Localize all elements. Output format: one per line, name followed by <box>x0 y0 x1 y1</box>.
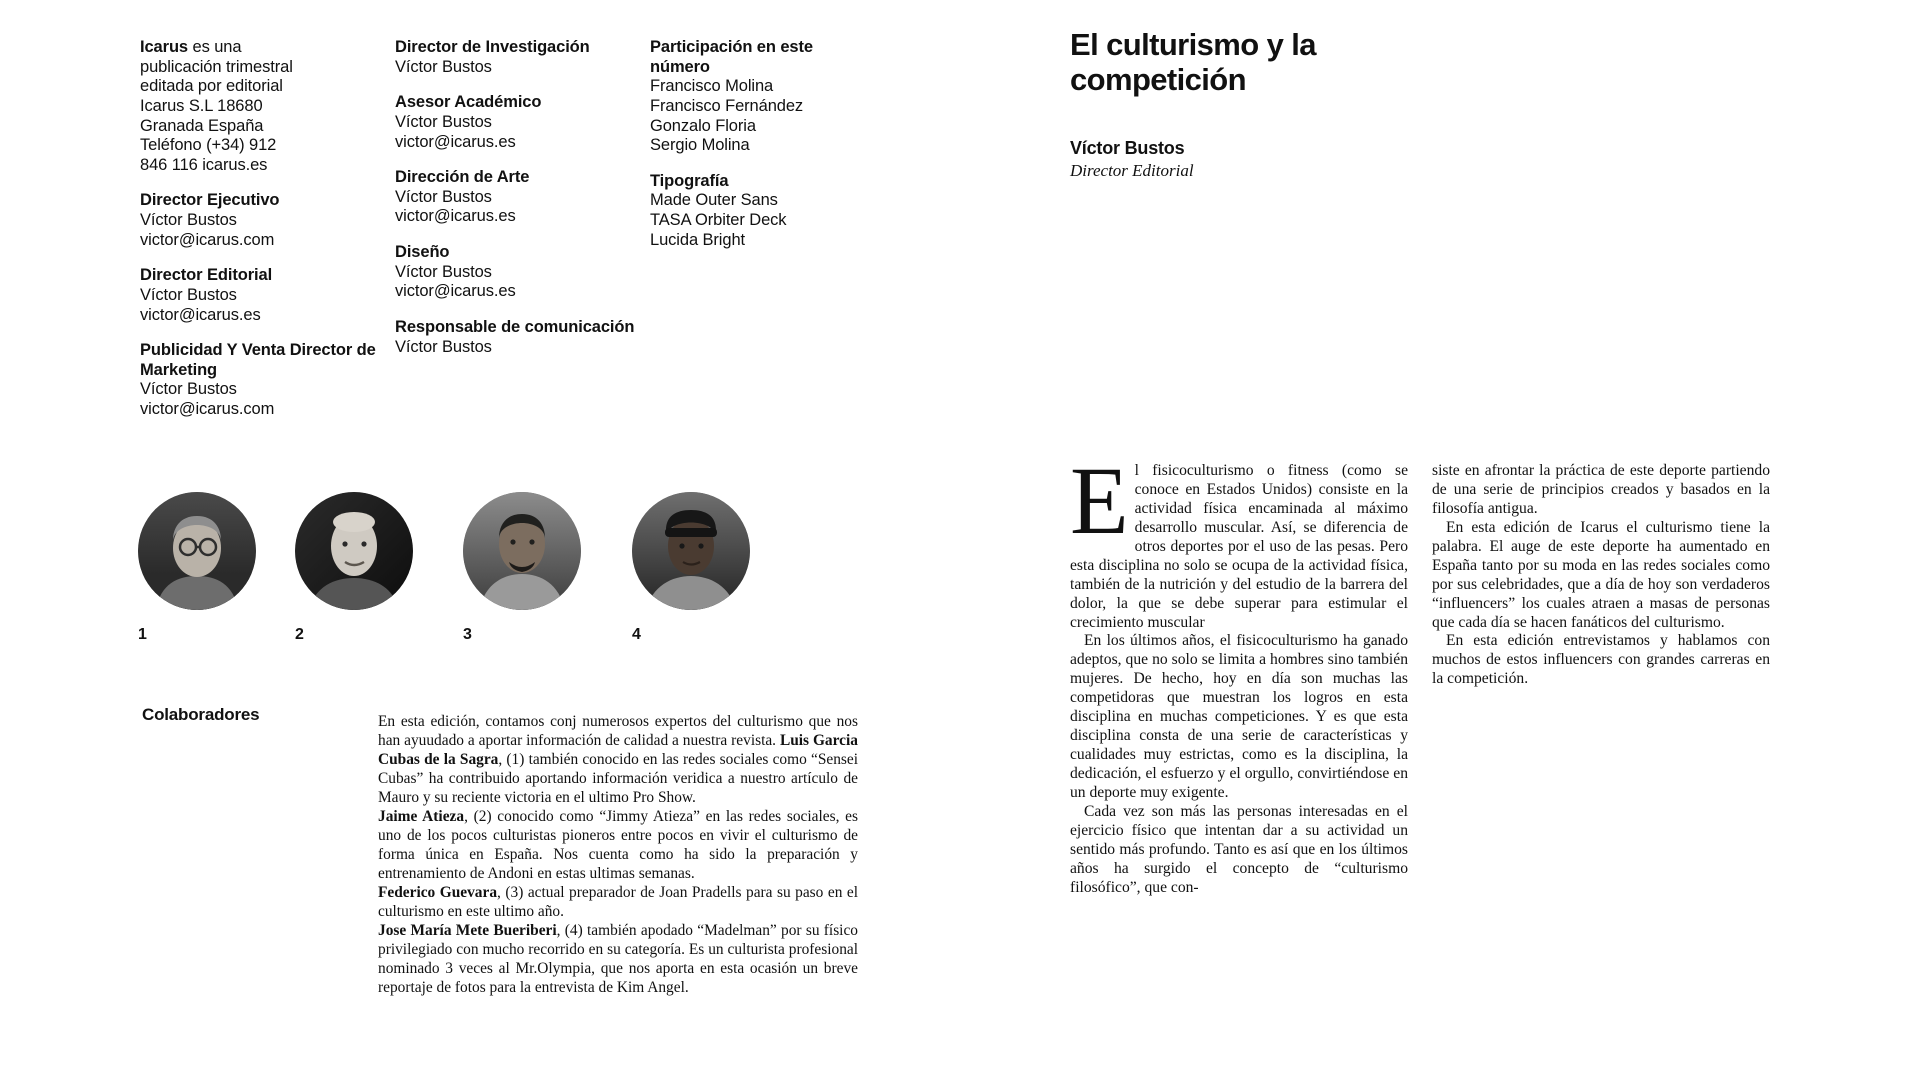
masthead-block <box>650 38 860 156</box>
collaborators-body <box>378 712 858 997</box>
masthead-line: TASA Orbiter Deck <box>650 211 787 229</box>
masthead-block <box>140 191 385 250</box>
masthead-line: publicación trimestral <box>140 57 293 76</box>
portrait-item-1 <box>138 492 256 643</box>
article-paragraph: siste en afrontar la práctica de este deporte partiendo de una serie de principios creados y basados en la filosofía antigua. <box>1432 462 1770 517</box>
masthead-heading: Tipografía <box>650 171 729 190</box>
masthead-line: victor@icarus.es <box>395 132 516 151</box>
masthead-block <box>395 38 640 77</box>
masthead-line: Víctor Bustos <box>140 285 237 304</box>
masthead-line: Víctor Bustos <box>395 187 492 206</box>
collaborator-paragraph: En esta edición, contamos conj numerosos expertos del culturismo que nos han ayuudado a aportar información de calidad a nuestra revista. Luis Garcia Cubas de la Sagra, (1) también conocido en las redes sociales como “Sensei Cubas” ha contribuido aportando información veridica a nuestro artículo de Mauro y su reciente victoria en el ultimo Pro Show. <box>378 713 858 807</box>
author-role: Director Editorial <box>1070 161 1194 180</box>
portrait-3-number: 3 <box>463 626 472 643</box>
masthead-line: 846 116 icarus.es <box>140 155 268 174</box>
masthead-line: Icarus S.L 18680 <box>140 96 263 115</box>
right-page <box>960 0 1920 1080</box>
masthead-line: Granada España <box>140 116 264 135</box>
masthead-line: victor@icarus.com <box>140 400 275 418</box>
portrait-3-image <box>463 492 581 610</box>
masthead-line: Teléfono (+34) 912 <box>140 136 277 155</box>
masthead-heading: Director de Investigación <box>395 38 590 56</box>
collaborator-paragraph: Federico Guevara, (3) actual preparador de Joan Pradells para su paso en el culturismo en este ultimo año. <box>378 884 858 921</box>
masthead-line: editada por editorial <box>140 77 283 96</box>
article-column-1 <box>1070 447 1408 898</box>
masthead-line: Francisco Fernández <box>650 96 804 115</box>
masthead-column-3 <box>650 38 870 436</box>
masthead-heading: Director Editorial <box>140 266 273 285</box>
portrait-4-number: 4 <box>632 626 641 643</box>
masthead-line: Gonzalo Floria <box>650 116 756 135</box>
masthead-line: Víctor Bustos <box>140 211 237 229</box>
masthead-heading: Participación en este número <box>650 38 813 76</box>
masthead-line: Víctor Bustos <box>395 112 492 131</box>
masthead-heading: Dirección de Arte <box>395 168 530 187</box>
article-paragraph: En los últimos años, el fisicoculturismo ha ganado adeptos, que no solo se limita a hombres sino también mujeres. De hecho, hoy en día son muchas las competidoras que muestran los logros en esta disciplina en muchas competiciones. Y es que esta disciplina consta de una serie de características y cualidades muy estrictas, como es la disciplina, la dedicación, el esfuerzo y el orgullo, convirtiéndose en un deporte muy exigente. <box>1070 632 1408 801</box>
portrait-4-image <box>632 492 750 610</box>
masthead-line: Víctor Bustos <box>395 262 492 281</box>
masthead-line: Víctor Bustos <box>140 380 237 399</box>
portrait-item-3 <box>463 492 581 643</box>
article-columns <box>1070 447 1770 898</box>
portrait-item-2 <box>295 492 413 643</box>
masthead-line: victor@icarus.es <box>395 207 516 226</box>
portrait-1-image <box>138 492 256 610</box>
masthead-line: victor@icarus.es <box>395 282 516 301</box>
masthead-block <box>140 341 385 420</box>
portrait-1-number: 1 <box>138 626 147 643</box>
contributor-portraits <box>138 492 868 662</box>
collaborator-paragraph: Jaime Atieza, (2) conocido como “Jimmy Atieza” en las redes sociales, es uno de los pocos culturistas pioneros entre pocos en vivir el culturismo de forma única en España. Nos cuenta como ha sido la preparación y entrenamiento de Andoni en estas ultimas semanas. <box>378 808 858 883</box>
masthead-line: Lucida Bright <box>650 230 746 249</box>
masthead-heading: Responsable de comunicación <box>395 317 635 336</box>
masthead-column-1 <box>140 38 395 436</box>
drop-cap: E <box>1070 447 1129 554</box>
masthead-line: Francisco Molina <box>650 77 774 96</box>
collaborators-title: Colaboradores <box>142 705 260 724</box>
masthead <box>140 38 870 436</box>
masthead-heading: Publicidad Y Venta Director de Marketing <box>140 341 376 379</box>
masthead-block <box>395 93 640 152</box>
masthead-line: victor@icarus.es <box>140 305 261 324</box>
masthead-line: es una <box>192 38 242 56</box>
article-paragraph: El fisicoculturismo o fitness (como se conoce en Estados Unidos) consiste en la actividad física encaminada al máximo desarrollo muscular. Así, se diferencia de otros deportes por el uso de las pesas. Pero esta disciplina no solo se ocupa de la actividad física, también de la nutrición y del estudio de la barrera del dolor, la que se debe superar para estimular el crecimiento muscular <box>1070 447 1408 631</box>
masthead-block <box>395 243 640 302</box>
portrait-2-number: 2 <box>295 626 304 643</box>
masthead-line: Víctor Bustos <box>395 57 492 76</box>
masthead-heading: Icarus <box>140 38 193 56</box>
masthead-block <box>395 168 640 227</box>
masthead-line: victor@icarus.com <box>140 230 275 249</box>
masthead-block <box>140 266 385 325</box>
article-title: El culturismo y la competición <box>1070 27 1316 97</box>
masthead-block <box>395 318 640 357</box>
masthead-heading: Asesor Académico <box>395 93 542 112</box>
portrait-2-image <box>295 492 413 610</box>
masthead-heading: Diseño <box>395 243 450 261</box>
masthead-heading: Director Ejecutivo <box>140 191 280 210</box>
masthead-line: Sergio Molina <box>650 136 750 155</box>
article-paragraph: En esta edición entrevistamos y hablamos con muchos de estos influencers con grandes carreras en la competición. <box>1432 632 1770 688</box>
author-name: Víctor Bustos <box>1070 138 1185 158</box>
masthead-line: Víctor Bustos <box>395 337 492 356</box>
masthead-column-2 <box>395 38 650 436</box>
article-paragraph: En esta edición de Icarus el culturismo tiene la palabra. El auge de este deporte ha aumentado en España tanto por su moda en las redes sociales como por sus celebridades, que a día de hoy son verdaderos “influencers” los cuales atraen a masas de personas que cada día se hacen fanáticos del culturismo. <box>1432 518 1770 631</box>
article-paragraph: Cada vez son más las personas interesadas en el ejercicio físico que intentan dar a su actividad un sentido más profundo. Tanto es así que en los últimos años ha surgido el concepto de “culturismo filosófico”, que con- <box>1070 802 1408 896</box>
masthead-block <box>650 172 860 251</box>
portrait-item-4 <box>632 492 750 643</box>
article-column-2 <box>1432 462 1770 898</box>
article-byline <box>1070 138 1194 181</box>
masthead-block <box>140 38 385 175</box>
masthead-line: Made Outer Sans <box>650 191 778 210</box>
collaborator-paragraph: Jose María Mete Bueriberi, (4) también apodado “Madelman” por su físico privilegiado con mucho recorrido en su categoría. Es un culturista profesional nominado 3 veces al Mr.Olympia, que nos aporta en esta ocasión un breve reportaje de fotos para la entrevista de Kim Angel. <box>378 922 858 997</box>
